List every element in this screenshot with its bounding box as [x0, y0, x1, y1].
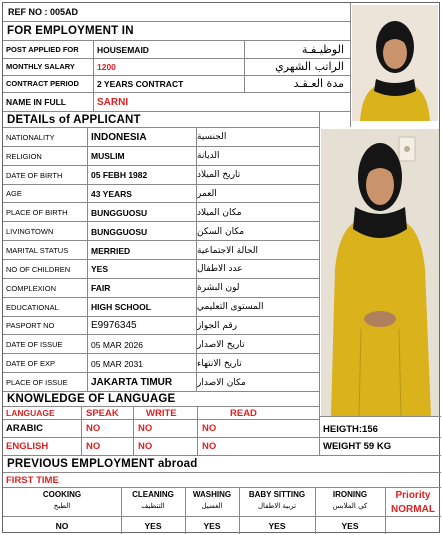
detail-field-value: 05 MAR 2026: [91, 339, 143, 350]
language-heading: KNOWLEDGE OF LANGUAGE: [7, 392, 176, 405]
detail-field-label: COMPLEXION: [6, 283, 57, 293]
detail-field-arabic-label: مكان الميلاد: [197, 207, 242, 218]
skill-value: YES: [268, 520, 286, 531]
language-col-header: LANGUAGE: [6, 408, 55, 418]
skill-name-arabic: الغسيل: [201, 502, 223, 510]
ref-number: REF NO : 005AD: [8, 7, 79, 17]
skill-name: BABY SITTING: [248, 490, 306, 499]
detail-field-label: NATIONALITY: [6, 132, 55, 142]
details-heading: DETAILs of APPLICANT: [7, 113, 141, 126]
employment-heading: FOR EMPLOYMENT IN: [7, 25, 134, 37]
detail-field-value: FAIR: [91, 283, 111, 294]
detail-field-label: DATE OF ISSUE: [6, 340, 63, 350]
previous-employment-heading: PREVIOUS EMPLOYMENT abroad: [7, 458, 198, 470]
detail-field-arabic-label: الجنسية: [197, 132, 227, 143]
detail-field-arabic-label: المستوى التعليمي: [197, 302, 264, 313]
language-name: ENGLISH: [6, 441, 49, 452]
language-read: NO: [202, 441, 217, 452]
skill-value: NO: [55, 520, 69, 531]
detail-field-label: DATE OF BIRTH: [6, 170, 63, 180]
employment-field-value: 1200: [97, 61, 116, 72]
skill-value: YES: [203, 520, 221, 531]
employment-field-value: 2 YEARS CONTRACT: [97, 78, 184, 89]
priority-value: NORMAL: [391, 503, 435, 515]
detail-field-arabic-label: العمر: [197, 188, 217, 199]
detail-field-arabic-label: تاريخ الانتهاء: [197, 358, 242, 369]
detail-field-value: INDONESIA: [91, 131, 147, 143]
employment-field-arabic-label: مدة العـقـد: [293, 77, 344, 90]
name-value: SARNI: [97, 96, 129, 108]
speak-col-header: SPEAK: [86, 407, 119, 419]
employment-field-label: MONTHLY SALARY: [6, 62, 75, 71]
detail-field-label: PLACE OF ISSUE: [6, 378, 68, 388]
applicant-full-body-photo: [321, 129, 439, 417]
detail-field-arabic-label: رقم الجواز: [197, 320, 238, 331]
employment-field-arabic-label: الوظيـفـة: [301, 43, 344, 56]
skill-name-arabic: الطبخ: [53, 502, 71, 510]
detail-field-arabic-label: عدد الاطفال: [197, 264, 243, 275]
employment-field-value: HOUSEMAID: [97, 44, 149, 55]
detail-field-arabic-label: تاريخ الاصدار: [197, 339, 245, 350]
detail-field-label: MARITAL STATUS: [6, 246, 69, 256]
detail-field-value: HIGH SCHOOL: [91, 302, 151, 313]
language-write: NO: [138, 423, 153, 434]
detail-field-arabic-label: تاريخ الميلاد: [197, 170, 241, 181]
language-read: NO: [202, 423, 217, 434]
employment-field-arabic-label: الراتب الشهري: [275, 60, 344, 73]
detail-field-value: MUSLIM: [91, 151, 125, 162]
skill-name: IRONING: [332, 490, 368, 499]
priority-label: Priority: [395, 489, 431, 501]
employment-field-label: CONTRACT PERIOD: [6, 79, 79, 88]
detail-field-label: PLACE OF BIRTH: [6, 208, 68, 218]
skill-value: YES: [144, 520, 162, 531]
language-speak: NO: [86, 441, 101, 452]
applicant-portrait-photo: [352, 5, 438, 121]
application-form: [2, 2, 440, 533]
detail-field-value: JAKARTA TIMUR: [91, 377, 173, 389]
detail-field-arabic-label: مكان السكن: [197, 226, 245, 237]
detail-field-value: BUNGGUOSU: [91, 226, 148, 237]
detail-field-arabic-label: لون البشرة: [197, 283, 240, 294]
skill-value: YES: [341, 520, 359, 531]
detail-field-value: 05 MAR 2031: [91, 358, 143, 369]
detail-field-value: BUNGGUOSU: [91, 207, 148, 218]
language-write: NO: [138, 441, 153, 452]
detail-field-value: MERRIED: [91, 245, 131, 256]
detail-field-label: EDUCATIONAL: [6, 302, 59, 312]
first-time-label: FIRST TIME: [6, 474, 59, 486]
detail-field-label: AGE: [6, 189, 22, 199]
language-speak: NO: [86, 423, 101, 434]
weight-value: WEIGHT 59 KG: [323, 441, 392, 452]
detail-field-arabic-label: الديانة: [197, 151, 220, 162]
skill-name-arabic: التنظيف: [141, 502, 165, 510]
detail-field-label: LIVINGTOWN: [6, 227, 54, 237]
language-name: ARABIC: [6, 423, 43, 434]
skill-name: COOKING: [42, 490, 82, 499]
write-col-header: WRITE: [146, 407, 177, 419]
detail-field-label: NO OF CHILDREN: [6, 264, 71, 274]
detail-field-label: DATE OF EXP: [6, 359, 56, 369]
detail-field-value: YES: [91, 264, 109, 275]
detail-field-label: PASPORT NO: [6, 321, 55, 331]
skill-name-arabic: كي الملابس: [332, 502, 368, 510]
detail-field-value: E9976345: [91, 320, 137, 332]
detail-field-value: 05 FEBH 1982: [91, 170, 148, 181]
name-label: NAME IN FULL: [6, 97, 66, 107]
skill-name: WASHING: [192, 490, 232, 499]
read-col-header: READ: [230, 407, 257, 419]
skill-name-arabic: تربية الاطفال: [257, 502, 297, 510]
detail-field-value: 43 YEARS: [91, 188, 132, 199]
detail-field-arabic-label: مكان الاصدار: [197, 377, 246, 388]
detail-field-label: RELIGION: [6, 151, 42, 161]
detail-field-arabic-label: الحالة الاجتماعية: [197, 245, 258, 256]
employment-field-label: POST APPLIED FOR: [6, 45, 79, 54]
height-value: HEIGTH:156: [323, 423, 378, 435]
skill-name: CLEANING: [132, 490, 174, 499]
